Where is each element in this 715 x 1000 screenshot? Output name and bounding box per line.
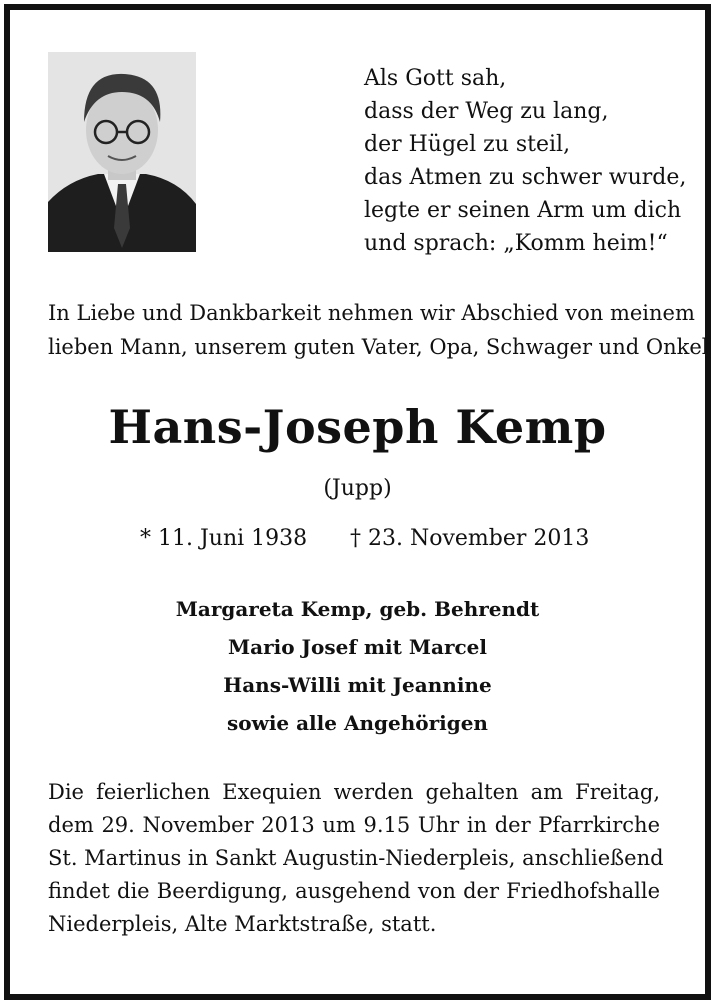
portrait-photo-icon: [48, 52, 196, 252]
mourner-line: Margareta Kemp, geb. Behrendt: [175, 597, 540, 621]
poem-line: das Atmen zu schwer wurde,: [364, 165, 687, 190]
service-line: dem 29. November 2013 um 9.15 Uhr in der Pfarrkirche: [48, 813, 660, 837]
birth-date: * 11. Juni 1938: [140, 526, 308, 551]
service-line: Die feierlichen Exequien werden gehalten am Freitag,: [48, 780, 660, 804]
deceased-nickname: (Jupp): [323, 476, 392, 501]
mourner-line: Hans-Willi mit Jeannine: [223, 673, 492, 697]
service-line: Niederpleis, Alte Marktstraße, statt.: [48, 912, 437, 936]
funeral-service-text: [48, 776, 664, 941]
intro-line: In Liebe und Dankbarkeit nehmen wir Abschied von meinem: [48, 301, 695, 325]
mourner-line: sowie alle Angehörigen: [227, 711, 488, 735]
poem-line: Als Gott sah,: [364, 66, 507, 91]
service-line: findet die Beerdigung, ausgehend von der Friedhofshalle: [48, 879, 660, 903]
deceased-name: Hans-Joseph Kemp: [108, 400, 607, 454]
poem: [364, 62, 694, 260]
poem-line: der Hügel zu steil,: [364, 132, 571, 157]
intro-line: lieben Mann, unserem guten Vater, Opa, Schwager und Onkel: [48, 335, 709, 359]
service-line: St. Martinus in Sankt Augustin-Niederpleis, anschließend: [48, 846, 664, 870]
poem-line: dass der Weg zu lang,: [364, 99, 609, 124]
poem-line: und sprach: „Komm heim!“: [364, 231, 668, 256]
portrait-photo: [48, 52, 196, 252]
poem-line: legte er seinen Arm um dich: [364, 198, 682, 223]
death-date: † 23. November 2013: [350, 526, 590, 551]
mourner-line: Mario Josef mit Marcel: [228, 635, 487, 659]
mourners-list: [0, 590, 715, 742]
intro-text: [48, 296, 709, 364]
